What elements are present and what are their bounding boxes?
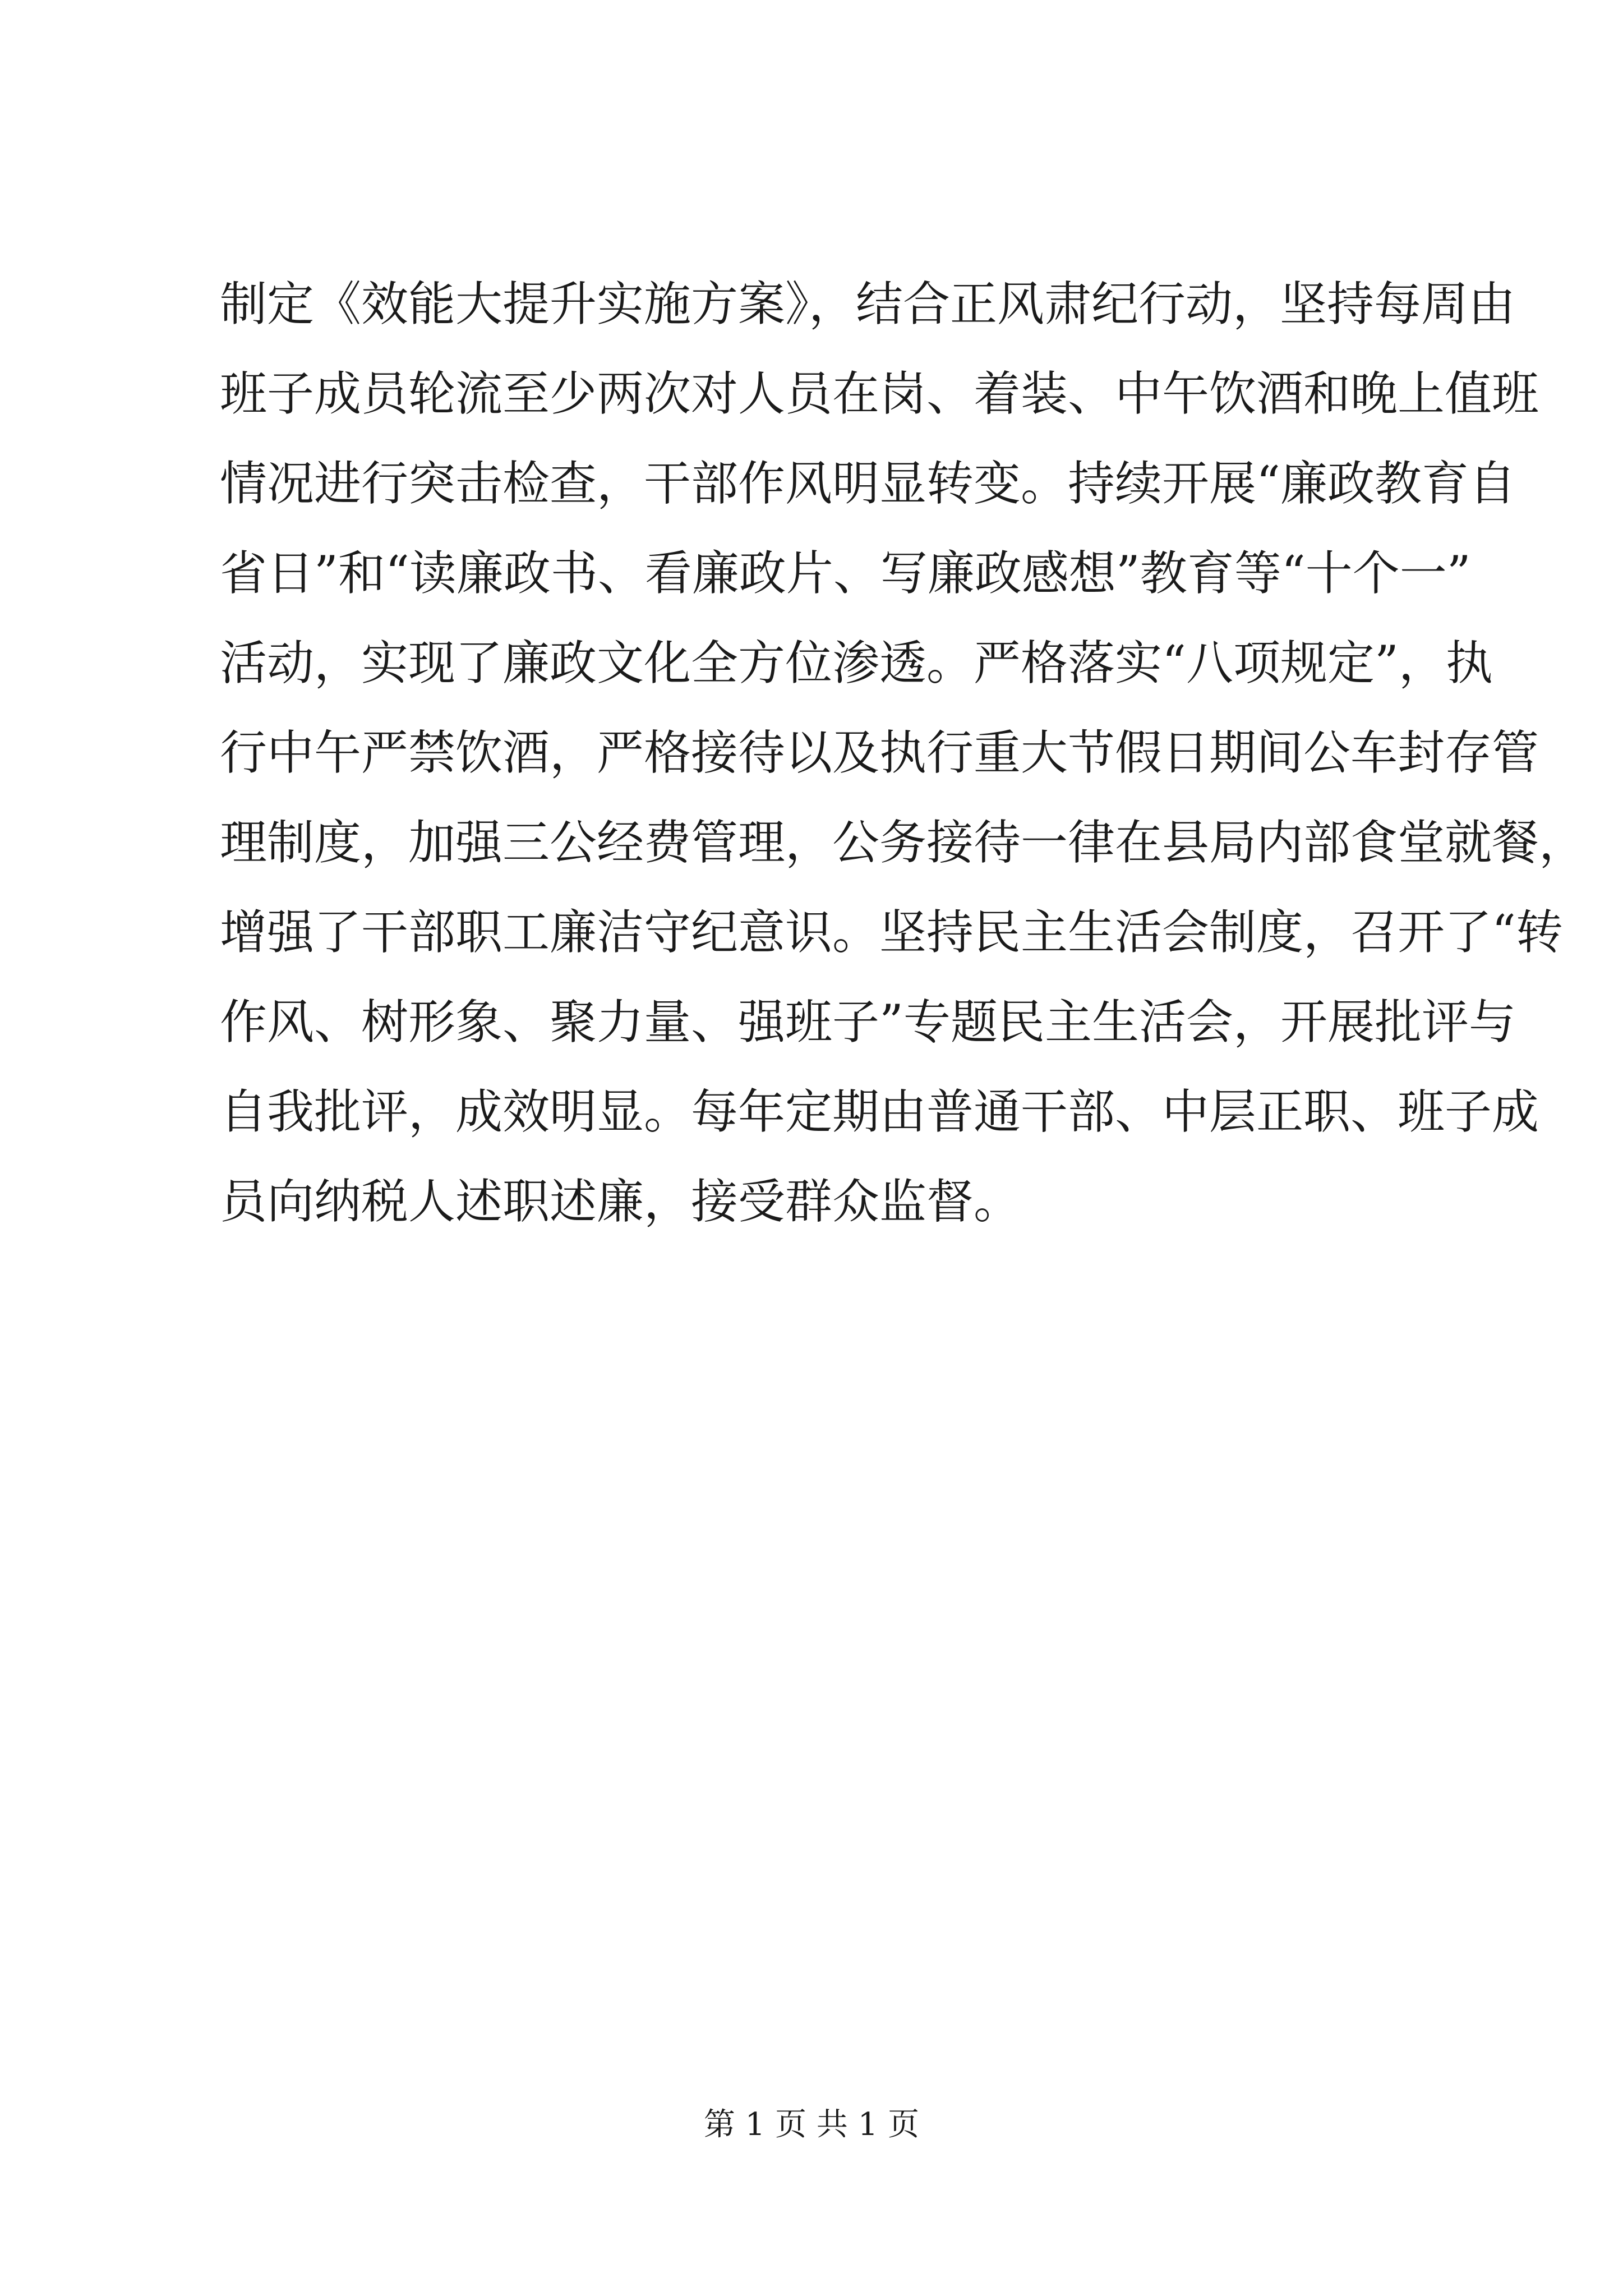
paragraph-line-8: 增强了干部职工廉洁守纪意识。坚持民主生活会制度，召开了“转: [220, 905, 1563, 960]
paragraph-line-2: 班子成员轮流至少两次对人员在岗、着装、中午饮酒和晚上值班: [220, 366, 1539, 421]
paragraph-line-7: 理制度，加强三公经费管理，公务接待一律在县局内部食堂就餐，: [220, 815, 1587, 870]
paragraph-line-6: 行中午严禁饮酒，严格接待以及执行重大节假日期间公车封存管: [220, 725, 1539, 780]
page-footer: [0, 2102, 1623, 2147]
paragraph-line-5: 活动，实现了廉政文化全方位渗透。严格落实“八项规定”，执: [220, 636, 1493, 691]
body-paragraph: [220, 259, 1587, 1246]
paragraph-line-4: 省日”和“读廉政书、看廉政片、写廉政感想”教育等“十个一”: [220, 546, 1471, 601]
paragraph-line-9: 作风、树形象、聚力量、强班子”专题民主生活会，开展批评与: [220, 995, 1516, 1050]
paragraph-line-3: 情况进行突击检查，干部作风明显转变。持续开展“廉政教育自: [220, 456, 1516, 511]
paragraph-line-10: 自我批评，成效明显。每年定期由普通干部、中层正职、班子成: [220, 1084, 1539, 1139]
page-number-label: 第 1 页 共 1 页: [703, 2106, 920, 2143]
paragraph-line-1: 制定《效能大提升实施方案》，结合正风肃纪行动，坚持每周由: [220, 277, 1516, 332]
paragraph-line-11: 员向纳税人述职述廉，接受群众监督。: [220, 1174, 1021, 1229]
